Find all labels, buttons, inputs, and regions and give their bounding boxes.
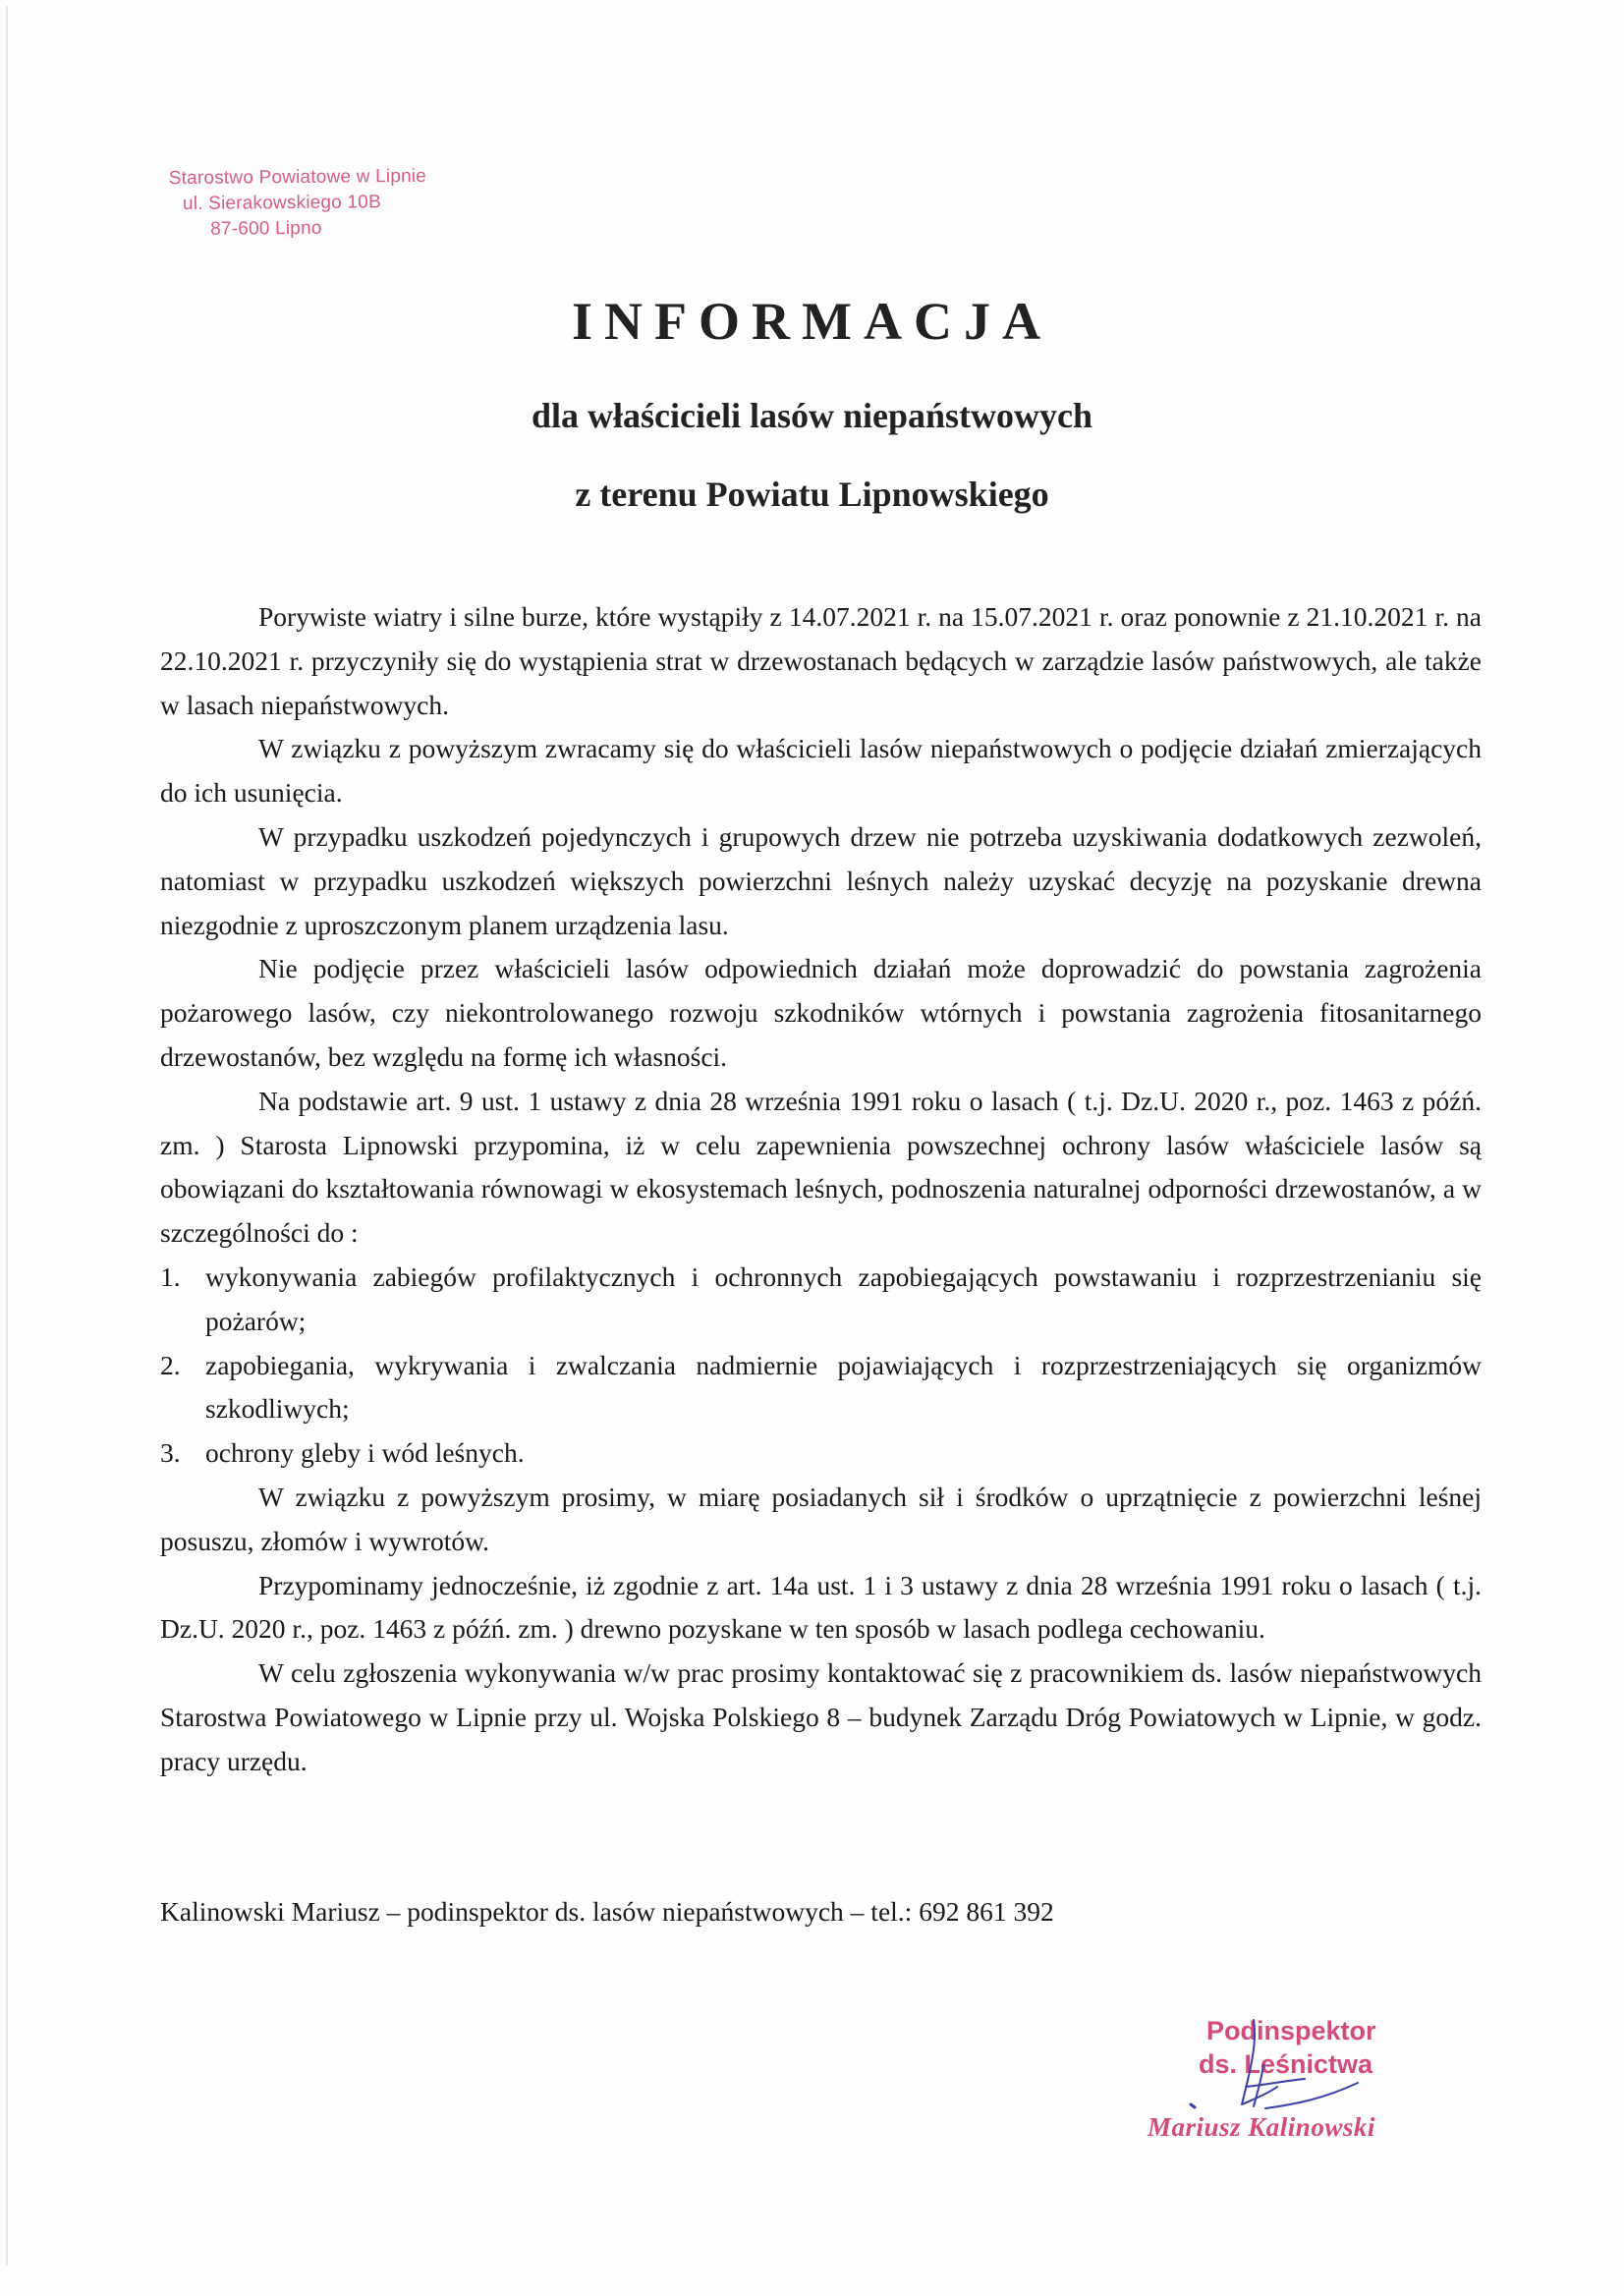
- contact-line: Kalinowski Mariusz – podinspektor ds. lasów niepaństwowych – tel.: 692 861 392: [160, 1896, 1054, 1927]
- stamp-line-street: ul. Sierakowskiego 10B: [182, 192, 381, 215]
- document-subtitle-2: z terenu Powiatu Lipnowskiego: [575, 475, 1049, 514]
- signature-stamp-department: ds. Leśnictwa: [1199, 2049, 1373, 2079]
- document-title: INFORMACJA: [572, 292, 1052, 351]
- stamp-line-office: Starostwo Powiatowe w Lipnie: [168, 165, 427, 190]
- list-item-number: 1.: [160, 1260, 181, 1292]
- list-item-number: 2.: [160, 1349, 181, 1380]
- list-item: [160, 1256, 1482, 1344]
- list-item-number: 3.: [160, 1437, 181, 1469]
- list-item-text: ochrony gleby i wód leśnych.: [205, 1437, 525, 1469]
- paragraph-legal-basis: Na podstawie art. 9 ust. 1 ustawy z dnia 28 września 1991 roku o lasach ( t.j. Dz.U. 2020 r., poz. 1463 z późń. zm. ) Starosta Lipnowski przypomina, iż w celu zapewnienia powszechnej ochrony lasów właściciele lasów są obowiązani do kształtowania równowagi w ekosystemach leśnych, podnoszenia naturalnej odporności drzewostanów, a w szczególności do :: [160, 1085, 1482, 1249]
- paragraph-storms: Porywiste wiatry i silne burze, które wystąpiły z 14.07.2021 r. na 15.07.2021 r. oraz ponownie z 21.10.2021 r. na 22.10.2021 r. przyczyniły się do wystąpienia strat w drzewostanach będących w zarządzie lasów państwowych, ale także w lasach niepaństwowych.: [160, 601, 1482, 720]
- obligations-list: [160, 1256, 1482, 1476]
- paragraph-request: W związku z powyższym zwracamy się do właścicieli lasów niepaństwowych o podjęcie działań zmierzających do ich usunięcia.: [160, 733, 1482, 809]
- document-body: [160, 595, 1482, 1784]
- handwritten-signature: [1148, 2014, 1442, 2161]
- paragraph-marking: Przypominamy jednocześnie, iż zgodnie z art. 14a ust. 1 i 3 ustawy z dnia 28 września 1991 roku o lasach ( t.j. Dz.U. 2020 r., poz. 1463 z późń. zm. ) drewno pozyskane w ten sposób w lasach podlega cechowaniu.: [160, 1569, 1482, 1645]
- list-item: [160, 1344, 1482, 1432]
- office-address-stamp: [169, 164, 427, 243]
- paragraph-contact-info: W celu zgłoszenia wykonywania w/w prac prosimy kontaktować się z pracownikiem ds. lasów niepaństwowych Starostwa Powiatowego w Lipnie przy ul. Wojska Polskiego 8 – budynek Zarządu Dróg Powiatowych w Lipnie, w godz. pracy urzędu.: [160, 1657, 1482, 1776]
- stamp-line-city: 87-600 Lipno: [210, 217, 322, 240]
- paragraph-permits: W przypadku uszkodzeń pojedynczych i grupowych drzew nie potrzeba uzyskiwania dodatkowych zezwoleń, natomiast w przypadku uszkodzeń większych powierzchni leśnych należy uzyskać decyzję na pozyskanie drewna niezgodnie z uproszczonym planem urządzenia lasu.: [160, 820, 1482, 940]
- list-item: [160, 1431, 1482, 1476]
- list-item-text: zapobiegania, wykrywania i zwalczania nadmiernie pojawiających i rozprzestrzeniających się organizmów szkodliwych;: [205, 1349, 1482, 1425]
- paragraph-cleanup: W związku z powyższym prosimy, w miarę posiadanych sił i środków o uprzątnięcie z powierzchni leśnej posuszu, złomów i wywrotów.: [160, 1481, 1482, 1556]
- signature-stamp-name: Mariusz Kalinowski: [1148, 2112, 1375, 2142]
- signature-stamp-position: Podinspektor: [1206, 2016, 1376, 2045]
- signature-stamp: [1148, 2014, 1442, 2161]
- paragraph-risks: Nie podjęcie przez właścicieli lasów odpowiednich działań może doprowadzić do powstania zagrożenia pożarowego lasów, czy niekontrolowanego rozwoju szkodników wtórnych i powstania zagrożenia fitosanitarnego drzewostanów, bez względu na formę ich własności.: [160, 953, 1482, 1072]
- list-item-text: wykonywania zabiegów profilaktycznych i ochronnych zapobiegających powstawaniu i rozprzestrzenianiu się pożarów;: [205, 1260, 1482, 1336]
- document-subtitle-1: dla właścicieli lasów niepaństwowych: [531, 396, 1093, 435]
